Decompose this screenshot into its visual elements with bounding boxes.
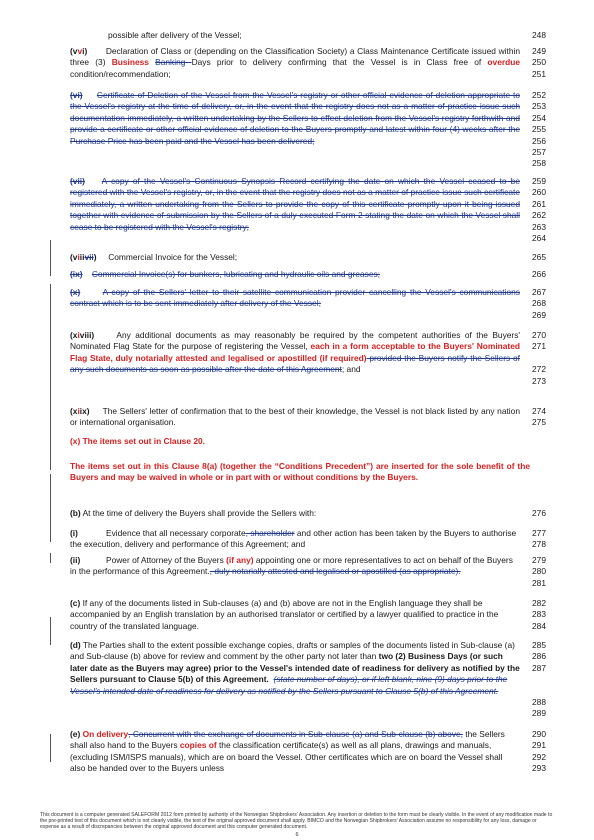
clause-item: (i) Evidence that all necessary corporate, shareholder and other action has been taken by the Buyers to authorise the execution, delivery and performance of this Agreement; and bbox=[70, 528, 517, 550]
line-numbers: 249 250 251 bbox=[532, 46, 546, 79]
line-numbers: 276 bbox=[532, 508, 546, 518]
conditions-precedent-paragraph: The items set out in this Clause 8(a) (together the “Conditions Precedent”) are inserted for the sole benefit of the Buyers and may be waived in whole or in part with or without conditions by the Buyers. bbox=[70, 461, 530, 483]
change-bar bbox=[50, 284, 51, 470]
line-numbers: 279 280 281 bbox=[532, 555, 546, 588]
line-numbers: 277 278 bbox=[532, 528, 546, 550]
line-numbers: 267 268 269 bbox=[532, 287, 546, 320]
page-number: 6 bbox=[295, 832, 299, 838]
footer-disclaimer: This document is a computer generated SALEFORM 2012 form printed by authority of the Norwegian Shipbrokers' Association. Any insertion or deletion to the form must be clearly visible. In the event of any modification made to the pre-printed text of this document which is not clearly visible, the text of the original approved document shall apply. BIMCO and the Norwegian Shipbrokers' Association assume no responsibility for any loss, damage or expense as a result of discrepancies between the original approved document and this computer generated document. bbox=[40, 812, 553, 830]
clause-item: (viiivii) Commercial Invoice for the Vessel; bbox=[70, 252, 238, 262]
clause-item-deleted: (x) A copy of the Sellers' letter to their satellite communication provider cancelling the Vessel's communications contract which is to be sent immediately after delivery of the Vessel; bbox=[70, 287, 520, 309]
clause-item: (vvi) Declaration of Class or (depending on the Classification Society) a Class Maintenance Certificate issued within three (3) Business Banking Days prior to delivery confirming that the Vessel is in Class free of overdue condition/recommendation; bbox=[70, 46, 521, 79]
line-numbers: 248 bbox=[532, 30, 546, 40]
change-bar bbox=[50, 474, 51, 542]
line-numbers: 252 253 254 255 256 257 258 bbox=[532, 90, 546, 169]
clause-item-deleted: (vii) A copy of the Vessel's Continuous Synopsis Record certifying the date on which the Vessel ceased to be registered with the Vessel's registry, or, in the event that the registry does not as a matter of practice issue such certificate immediately, a written undertaking from the Sellers to provide the copy of this certificate promptly upon it being issued together with evidence of submission by the Sellers of a duly executed Form 2 stating the date on which the Vessel shall cease to be registered with the Vessel's registry; bbox=[70, 176, 520, 232]
change-bar bbox=[50, 240, 51, 276]
change-bar bbox=[50, 617, 51, 645]
text-line: possible after delivery of the Vessel; bbox=[108, 30, 242, 40]
line-numbers: 265 bbox=[532, 252, 546, 262]
clause-item: (xiviii) Any additional documents as may reasonably be required by the competent authorities of the Buyers' Nominated Flag State for the purpose of registering the Vessel, each in a form acceptable to the Buyers' Nominated Flag State, duly notarially attested and legalised or apostilled (if required) provided the Buyers notify the Sellers of any such documents as soon as possible after the date of this Agreement; and bbox=[70, 330, 520, 375]
line-numbers: 270 271 272 273 bbox=[532, 330, 546, 386]
item-label: (vvi) bbox=[70, 46, 88, 56]
line-numbers: 285 286 287 288 289 bbox=[532, 640, 546, 719]
clause-item: (ii) Power of Attorney of the Buyers (if any) appointing one or more representatives to act on behalf of the Buyers in the performance of this Agreement., duly notarially attested and legalised or apostilled (as appropriate). bbox=[70, 555, 513, 577]
change-bar bbox=[50, 553, 51, 563]
clause-item-deleted: (vi) Certificate of Deletion of the Vessel from the Vessel's registry or other official evidence of deletion appropriate to the Vessel's registry at the time of delivery, or, in the event that the registry does not as a matter of practice issue such documentation immediately, a written undertaking by the Sellers to effect deletion from the Vessel's registry forthwith and provide a certificate or other official evidence of deletion to the Buyers promptly and latest within four (4) weeks after the Purchase Price has been paid and the Vessel has been delivered; bbox=[70, 90, 520, 146]
line-numbers: 282 283 284 bbox=[532, 598, 546, 631]
line-numbers: 259 260 261 262 263 264 bbox=[532, 176, 546, 244]
clause-item: (xiix) The Sellers' letter of confirmation that to the best of their knowledge, the Vessel is not black listed by any nation or international organisation. bbox=[70, 406, 520, 428]
subclause-c: (c) If any of the documents listed in Sub-clauses (a) and (b) above are not in the English language they shall be accompanied by an English translation by an authorised translator or certified by a lawyer qualified to practice in the country of the translated language. bbox=[70, 598, 499, 631]
subclause-b: (b) At the time of delivery the Buyers shall provide the Sellers with: bbox=[70, 508, 317, 518]
clause-item-deleted: (ix) Commercial Invoice(s) for bunkers, lubricating and hydraulic oils and greases; bbox=[70, 269, 381, 279]
line-numbers: 290 291 292 293 bbox=[532, 729, 546, 774]
change-bar bbox=[50, 734, 51, 762]
subclause-e: (e) On delivery, Concurrent with the exchange of documents in Sub-clause (a) and Sub-clause (b) above, the Sellers shall also hand to the Buyers copies of the classification certificate(s) as well as all plans, drawings and manuals, (excluding ISM/ISPS manuals), which are on board the Vessel. Other certificates which are on board the Vessel shall also be handed over to the Buyers unless bbox=[70, 729, 505, 774]
subclause-d: (d) The Parties shall to the extent possible exchange copies, drafts or samples of the documents listed in Sub-clause (a) and Sub-clause (b) above for review and comment by the other party not later than two (2) Business Days (or such later date as the Buyers may agree) prior to the Vessel's intended date of readiness for delivery as notified by the Sellers pursuant to Clause 5(b) of this Agreement. (state number of days), or if left blank, nine (9) days prior to the Vessel's intended date of readiness for delivery as notified by the Sellers pursuant to Clause 5(b) of this Agreement. bbox=[70, 640, 520, 696]
inserted-clause: (x) The items set out in Clause 20. bbox=[70, 436, 205, 446]
line-numbers: 274 275 bbox=[532, 406, 546, 428]
line-numbers: 266 bbox=[532, 269, 546, 279]
